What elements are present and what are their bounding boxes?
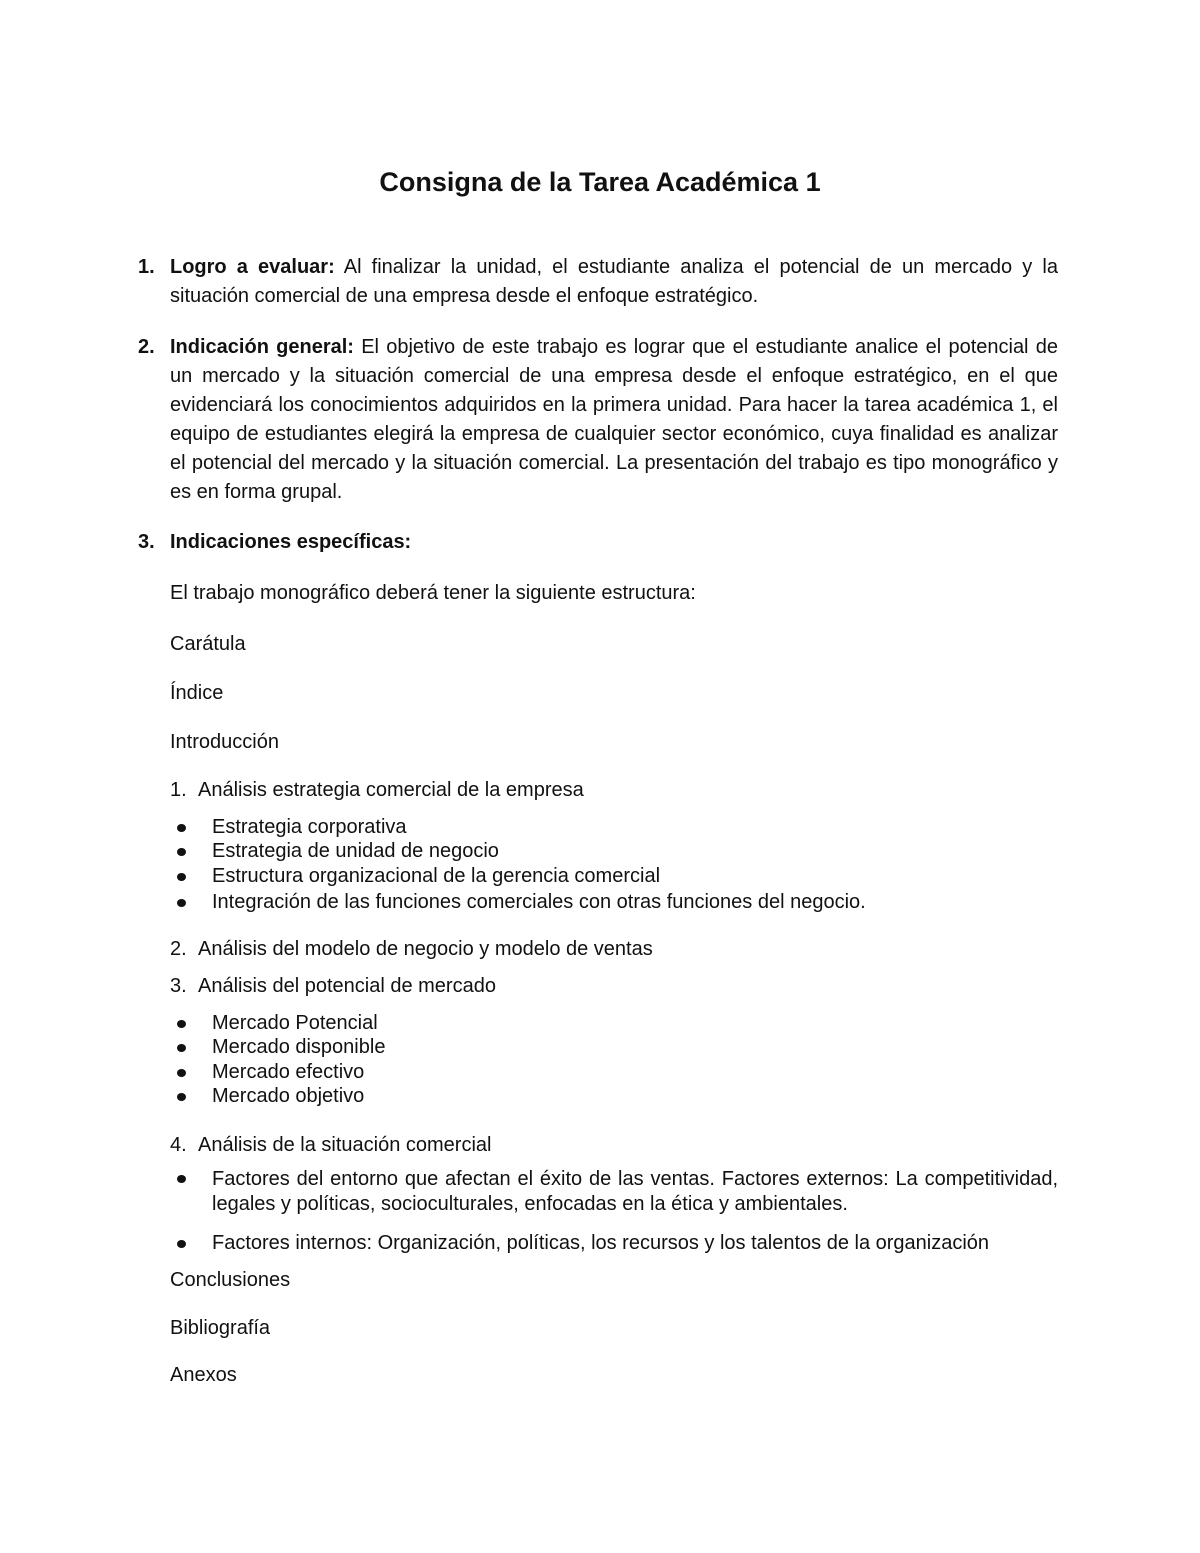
bullet-text: Estrategia de unidad de negocio xyxy=(212,840,499,862)
bullet-text: Estrategia corporativa xyxy=(212,816,407,838)
structure-anexos: Anexos xyxy=(170,1364,237,1386)
structure-bibliografia: Bibliografía xyxy=(170,1317,271,1339)
section-body xyxy=(170,333,1058,507)
bullet-icon xyxy=(177,1044,186,1052)
item-label: Análisis estrategia comercial de la empresa xyxy=(198,779,584,801)
section-text: El objetivo de este trabajo es lograr que el estudiante analice el potencial de un mercado y la situación comercial de una empresa desde el enfoque estratégico, en el que evidenciará los conocimientos adquiridos en la primera unidad. Para hacer la tarea académica 1, el equipo de estudiantes elegirá la empresa de cualquier sector económico, cuya finalidad es analizar el potencial del mercado y la situación comercial. La presentación del trabajo es tipo monográfico y es en forma grupal. xyxy=(170,336,1058,503)
structure-caratula: Carátula xyxy=(170,633,246,655)
bullet-icon xyxy=(177,1175,186,1183)
bullet-icon xyxy=(177,824,186,832)
section-text: Al finalizar la unidad, el estudiante analiza el potencial de un mercado y la situación comercial de una empresa desde el enfoque estratégico. xyxy=(170,256,1058,307)
structure-conclusiones: Conclusiones xyxy=(170,1269,291,1291)
structure-item xyxy=(170,776,584,805)
bullet-text: Integración de las funciones comerciales con otras funciones del negocio. xyxy=(212,891,866,913)
bullet-text: Mercado objetivo xyxy=(212,1085,365,1107)
item-number: 3. xyxy=(170,975,187,997)
bullet-icon xyxy=(177,873,186,881)
structure-item xyxy=(170,935,653,964)
section-number: 1. xyxy=(138,256,155,278)
item-label: Análisis del potencial de mercado xyxy=(198,975,496,997)
bullet-text: Mercado efectivo xyxy=(212,1061,365,1083)
section-body xyxy=(170,528,1058,557)
section-body xyxy=(170,253,1058,311)
section-heading: Indicación general: xyxy=(170,336,354,358)
section-number: 2. xyxy=(138,336,155,358)
section-number: 3. xyxy=(138,531,155,553)
bullet-text: Mercado Potencial xyxy=(212,1012,378,1034)
bullet-text: Estructura organizacional de la gerencia comercial xyxy=(212,865,661,887)
item-number: 1. xyxy=(170,779,187,801)
item-number: 4. xyxy=(170,1134,187,1156)
item-number: 2. xyxy=(170,938,187,960)
item-label: Análisis del modelo de negocio y modelo de ventas xyxy=(198,938,653,960)
item-label: Análisis de la situación comercial xyxy=(198,1134,492,1156)
bullet-icon xyxy=(177,1093,186,1101)
structure-item xyxy=(170,1131,491,1160)
structure-intro: El trabajo monográfico deberá tener la siguiente estructura: xyxy=(170,582,696,604)
bullet-icon xyxy=(177,1069,186,1077)
section-heading: Logro a evaluar: xyxy=(170,256,335,278)
bullet-icon xyxy=(177,848,186,856)
structure-indice: Índice xyxy=(170,682,224,704)
document-title: Consigna de la Tarea Académica 1 xyxy=(379,167,821,197)
bullet-text: Factores internos: Organización, políticas, los recursos y los talentos de la organización xyxy=(212,1232,990,1254)
bullet-text: Factores del entorno que afectan el éxito de las ventas. Factores externos: La competitividad, legales y políticas, socioculturales, enfocadas en la ética y ambientales. xyxy=(212,1168,1058,1215)
section-heading: Indicaciones específicas: xyxy=(170,531,412,553)
bullet-text: Mercado disponible xyxy=(212,1036,386,1058)
bullet-icon xyxy=(177,899,186,907)
structure-item xyxy=(170,972,496,1001)
bullet-icon xyxy=(177,1020,186,1028)
bullet-icon xyxy=(177,1240,186,1248)
structure-introduccion: Introducción xyxy=(170,731,279,753)
